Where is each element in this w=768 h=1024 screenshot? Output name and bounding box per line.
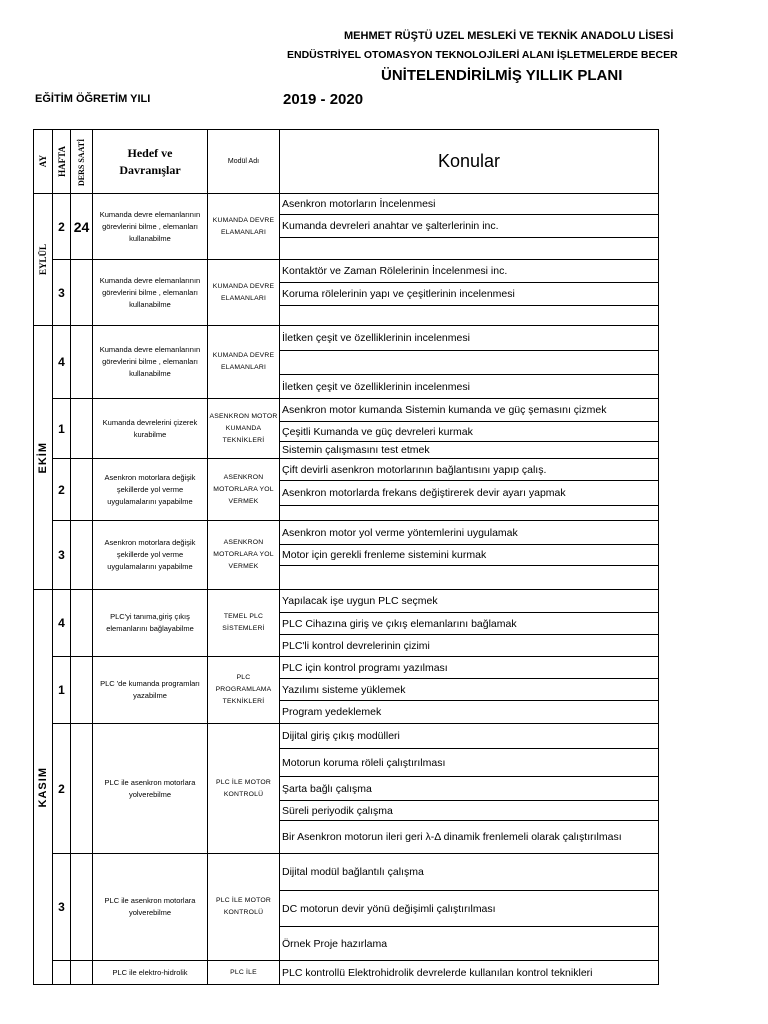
table-row <box>34 724 659 749</box>
topic-cell: Süreli periyodik çalışma <box>280 801 659 821</box>
month-kasim: KASIM <box>34 590 53 985</box>
week-cell: 2 <box>53 724 71 854</box>
topic-cell: Yapılacak işe uygun PLC seçmek <box>280 590 659 613</box>
hours-cell <box>71 590 93 657</box>
topic-cell: Sistemin çalışmasını test etmek <box>280 442 659 459</box>
topic-cell: Asenkron motor yol verme yöntemlerini uygulamak <box>280 521 659 545</box>
week-cell: 3 <box>53 854 71 961</box>
topic-cell: PLC için kontrol programı yazılması <box>280 657 659 679</box>
objective-cell: PLC ile elektro-hidrolik <box>93 961 208 985</box>
hours-cell <box>71 521 93 590</box>
table-row <box>34 961 659 985</box>
topic-cell: Yazılımı sisteme yüklemek <box>280 679 659 701</box>
topic-cell <box>280 566 659 590</box>
academic-year-label: EĞİTİM ÖĞRETİM YILI <box>35 93 151 105</box>
topic-cell <box>280 351 659 375</box>
module-cell: KUMANDA DEVRE ELAMANLARI <box>208 194 280 260</box>
topic-cell: Asenkron motor kumanda Sistemin kumanda ve güç şemasını çizmek <box>280 399 659 422</box>
academic-year-value: 2019 - 2020 <box>283 91 364 108</box>
hours-cell <box>71 399 93 459</box>
column-header-module: Modül Adı <box>208 130 280 194</box>
module-cell: KUMANDA DEVRE ELAMANLARI <box>208 326 280 399</box>
topic-cell: PLC Cihazına giriş ve çıkış elemanlarını bağlamak <box>280 613 659 635</box>
topic-cell <box>280 238 659 260</box>
hours-cell <box>71 854 93 961</box>
school-name: MEHMET RÜŞTÜ UZEL MESLEKİ VE TEKNİK ANADOLU LİSESİ <box>344 30 674 42</box>
module-cell: PLC İLE <box>208 961 280 985</box>
hours-cell <box>71 657 93 724</box>
topic-cell: Örnek Proje hazırlama <box>280 927 659 961</box>
objective-cell: PLC ile asenkron motorlara yolverebilme <box>93 724 208 854</box>
objective-cell: Kumanda devrelerini çizerek kurabilme <box>93 399 208 459</box>
table-row <box>34 399 659 422</box>
module-cell: ASENKRON MOTOR KUMANDA TEKNİKLERİ <box>208 399 280 459</box>
topic-cell: DC motorun devir yönü değişimli çalıştırılması <box>280 891 659 927</box>
table-row <box>34 326 659 351</box>
topic-cell <box>280 306 659 326</box>
week-cell <box>53 961 71 985</box>
yearly-plan-table <box>33 129 659 985</box>
objective-cell: PLC'yi tanıma,giriş çıkış elemanlarını bağlayabilme <box>93 590 208 657</box>
department-title: ENDÜSTRİYEL OTOMASYON TEKNOLOJİLERİ ALANI İŞLETMELERDE BECER <box>287 49 678 61</box>
topic-cell: PLC'li kontrol devrelerinin çizimi <box>280 635 659 657</box>
objective-cell: Asenkron motorlara değişik şekillerde yol verme uygulamalarını yapabilme <box>93 459 208 521</box>
module-cell: TEMEL PLC SİSTEMLERİ <box>208 590 280 657</box>
topic-cell: Motor için gerekli frenleme sistemini kurmak <box>280 545 659 566</box>
module-cell: PLC PROGRAMLAMA TEKNİKLERİ <box>208 657 280 724</box>
hours-cell <box>71 260 93 326</box>
table-row <box>34 657 659 679</box>
plan-title: ÜNİTELENDİRİLMİŞ YILLIK PLANI <box>381 67 623 84</box>
table-row <box>34 194 659 215</box>
table-row <box>34 854 659 891</box>
topic-cell: Motorun koruma röleli çalıştırılması <box>280 749 659 777</box>
objective-cell: PLC ile asenkron motorlara yolverebilme <box>93 854 208 961</box>
hours-cell <box>71 724 93 854</box>
hours-cell <box>71 326 93 399</box>
table-row <box>34 521 659 545</box>
topic-cell: Koruma rölelerinin yapı ve çeşitlerinin incelenmesi <box>280 283 659 306</box>
hours-cell <box>71 961 93 985</box>
table-header-row <box>34 130 659 194</box>
topic-cell: Kumanda devreleri anahtar ve şalterlerinin inc. <box>280 215 659 238</box>
topic-cell <box>280 506 659 521</box>
month-ekim: EKİM <box>34 326 53 590</box>
column-header-topics: Konular <box>280 130 659 194</box>
topic-cell: Kontaktör ve Zaman Rölelerinin İncelenmesi inc. <box>280 260 659 283</box>
module-cell: KUMANDA DEVRE ELAMANLARI <box>208 260 280 326</box>
topic-cell: Dijital giriş çıkış modülleri <box>280 724 659 749</box>
topic-cell: Dijital modül bağlantılı çalışma <box>280 854 659 891</box>
module-cell: ASENKRON MOTORLARA YOL VERMEK <box>208 521 280 590</box>
topic-cell: Bir Asenkron motorun ileri geri λ-Δ dinamik frenlemeli olarak çalıştırılması <box>280 821 659 854</box>
week-cell: 2 <box>53 194 71 260</box>
column-header-month: AY <box>34 130 53 194</box>
module-cell: ASENKRON MOTORLARA YOL VERMEK <box>208 459 280 521</box>
module-cell: PLC İLE MOTOR KONTROLÜ <box>208 724 280 854</box>
table-row <box>34 459 659 481</box>
topic-cell: PLC kontrollü Elektrohidrolik devrelerde kullanılan kontrol teknikleri <box>280 961 659 985</box>
week-cell: 3 <box>53 260 71 326</box>
topic-cell: İletken çeşit ve özelliklerinin incelenmesi <box>280 326 659 351</box>
column-header-objectives: Hedef ve Davranışlar <box>93 130 208 194</box>
month-eylul: EYLÜL <box>34 194 53 326</box>
week-cell: 1 <box>53 657 71 724</box>
topic-cell: İletken çeşit ve özelliklerinin incelenmesi <box>280 375 659 399</box>
objective-cell: PLC 'de kumanda programları yazabilme <box>93 657 208 724</box>
week-cell: 1 <box>53 399 71 459</box>
column-header-week: HAFTA <box>53 130 71 194</box>
objective-cell: Kumanda devre elemanlarının görevlerini bilme , elemanları kullanabilme <box>93 326 208 399</box>
week-cell: 4 <box>53 590 71 657</box>
topic-cell: Program yedeklemek <box>280 701 659 724</box>
topic-cell: Asenkron motorların İncelenmesi <box>280 194 659 215</box>
week-cell: 4 <box>53 326 71 399</box>
topic-cell: Asenkron motorlarda frekans değiştirerek devir ayarı yapmak <box>280 481 659 506</box>
hours-cell <box>71 459 93 521</box>
column-header-hours: DERS SAATİ <box>71 130 93 194</box>
week-cell: 2 <box>53 459 71 521</box>
objective-cell: Kumanda devre elemanlarının görevlerini bilme , elemanları kullanabilme <box>93 260 208 326</box>
topic-cell: Şarta bağlı çalışma <box>280 777 659 801</box>
module-cell: PLC İLE MOTOR KONTROLÜ <box>208 854 280 961</box>
week-cell: 3 <box>53 521 71 590</box>
table-row <box>34 590 659 613</box>
objective-cell: Asenkron motorlara değişik şekillerde yol verme uygulamalarını yapabilme <box>93 521 208 590</box>
hours-cell: 24 <box>71 194 93 260</box>
topic-cell: Çift devirli asenkron motorlarının bağlantısını yapıp çalış. <box>280 459 659 481</box>
topic-cell: Çeşitli Kumanda ve güç devreleri kurmak <box>280 422 659 442</box>
table-row <box>34 260 659 283</box>
objective-cell: Kumanda devre elemanlarının görevlerini bilme , elemanları kullanabilme <box>93 194 208 260</box>
